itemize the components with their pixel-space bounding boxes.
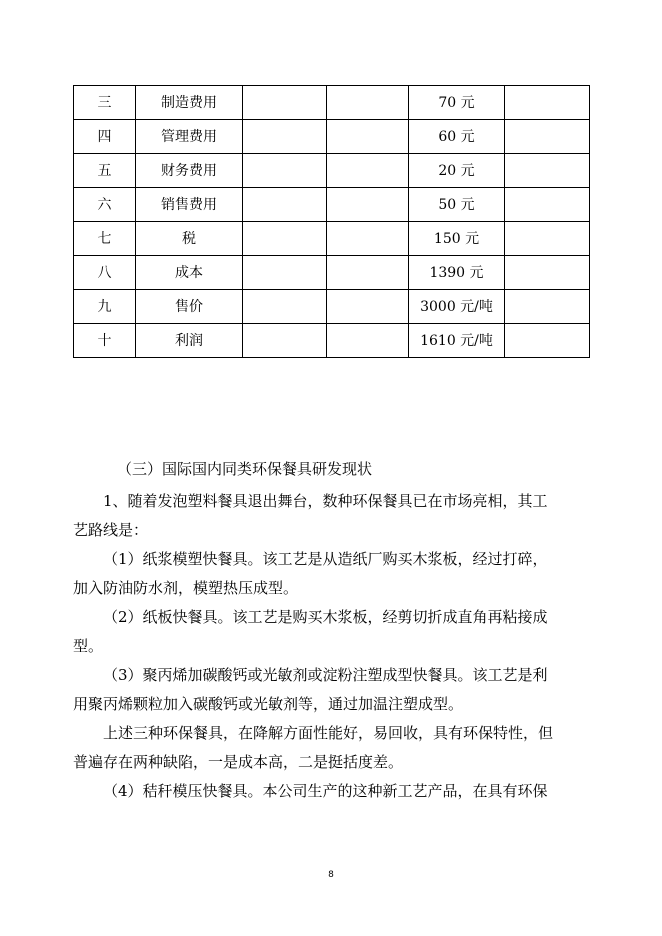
blank-cell-4	[327, 188, 409, 222]
amount-cell: 3000 元/吨	[409, 290, 505, 324]
paragraph-line: 用聚丙烯颗粒加入碳酸钙或光敏剂等，通过加温注塑成型。	[73, 695, 464, 713]
table-row	[74, 120, 590, 154]
item-name-cell: 成本	[136, 256, 243, 290]
paragraph	[73, 661, 589, 719]
blank-cell-4	[327, 222, 409, 256]
amount-cell: 20 元	[409, 154, 505, 188]
blank-cell-3	[243, 256, 327, 290]
row-number-cell: 八	[74, 256, 136, 290]
item-name-cell: 销售费用	[136, 188, 243, 222]
amount-cell: 60 元	[409, 120, 505, 154]
blank-cell-3	[243, 120, 327, 154]
blank-cell-3	[243, 324, 327, 358]
row-number-cell: 五	[74, 154, 136, 188]
table-row	[74, 222, 590, 256]
paragraph-line: 型。	[73, 637, 104, 655]
table-row	[74, 86, 590, 120]
paragraph	[73, 719, 589, 777]
paragraph-line: （3）聚丙烯加碳酸钙或光敏剂或淀粉注塑成型快餐具。该工艺是利	[103, 666, 548, 684]
paragraph-line: （4）秸秆模压快餐具。本公司生产的这种新工艺产品，在具有环保	[103, 782, 548, 800]
paragraph-line: （1）纸浆模塑快餐具。该工艺是从造纸厂购买木浆板，经过打碎，	[103, 550, 548, 568]
paragraph	[73, 777, 589, 806]
row-number-cell: 六	[74, 188, 136, 222]
blank-cell-4	[327, 324, 409, 358]
cost-table-body	[74, 86, 590, 358]
cost-table	[73, 85, 590, 358]
blank-cell-3	[243, 188, 327, 222]
amount-cell: 70 元	[409, 86, 505, 120]
item-name-cell: 制造费用	[136, 86, 243, 120]
paragraph	[73, 545, 589, 603]
blank-cell-6	[505, 222, 590, 256]
blank-cell-6	[505, 120, 590, 154]
paragraph-line: 加入防油防水剂，模塑热压成型。	[73, 579, 299, 597]
item-name-cell: 利润	[136, 324, 243, 358]
blank-cell-6	[505, 188, 590, 222]
paragraph-line: 艺路线是：	[73, 521, 149, 539]
blank-cell-3	[243, 222, 327, 256]
blank-cell-4	[327, 154, 409, 188]
row-number-cell: 三	[74, 86, 136, 120]
blank-cell-6	[505, 324, 590, 358]
paragraph	[73, 603, 589, 661]
paragraph-line: （2）纸板快餐具。该工艺是购买木浆板，经剪切折成直角再粘接成	[103, 608, 548, 626]
blank-cell-6	[505, 154, 590, 188]
table-row	[74, 154, 590, 188]
item-name-cell: 财务费用	[136, 154, 243, 188]
blank-cell-6	[505, 290, 590, 324]
blank-cell-6	[505, 256, 590, 290]
row-number-cell: 四	[74, 120, 136, 154]
item-name-cell: 管理费用	[136, 120, 243, 154]
amount-cell: 1390 元	[409, 256, 505, 290]
table-row	[74, 188, 590, 222]
blank-cell-3	[243, 290, 327, 324]
table-row	[74, 290, 590, 324]
row-number-cell: 九	[74, 290, 136, 324]
blank-cell-3	[243, 86, 327, 120]
blank-cell-4	[327, 290, 409, 324]
table-row	[74, 324, 590, 358]
blank-cell-4	[327, 256, 409, 290]
row-number-cell: 十	[74, 324, 136, 358]
item-name-cell: 售价	[136, 290, 243, 324]
page-number: 8	[328, 870, 334, 880]
row-number-cell: 七	[74, 222, 136, 256]
item-name-cell: 税	[136, 222, 243, 256]
blank-cell-3	[243, 154, 327, 188]
amount-cell: 150 元	[409, 222, 505, 256]
amount-cell: 1610 元/吨	[409, 324, 505, 358]
table-row	[74, 256, 590, 290]
paragraph	[73, 487, 589, 545]
blank-cell-4	[327, 86, 409, 120]
amount-cell: 50 元	[409, 188, 505, 222]
blank-cell-4	[327, 120, 409, 154]
paragraph-line: 1、随着发泡塑料餐具退出舞台，数种环保餐具已在市场亮相，其工	[103, 492, 548, 510]
paragraph-line: 普遍存在两种缺陷，一是成本高，二是挺括度差。	[73, 753, 404, 771]
blank-cell-6	[505, 86, 590, 120]
paragraph-line: 上述三种环保餐具，在降解方面性能好，易回收，具有环保特性，但	[103, 724, 554, 742]
section-heading: （三）国际国内同类环保餐具研发现状	[117, 460, 373, 478]
